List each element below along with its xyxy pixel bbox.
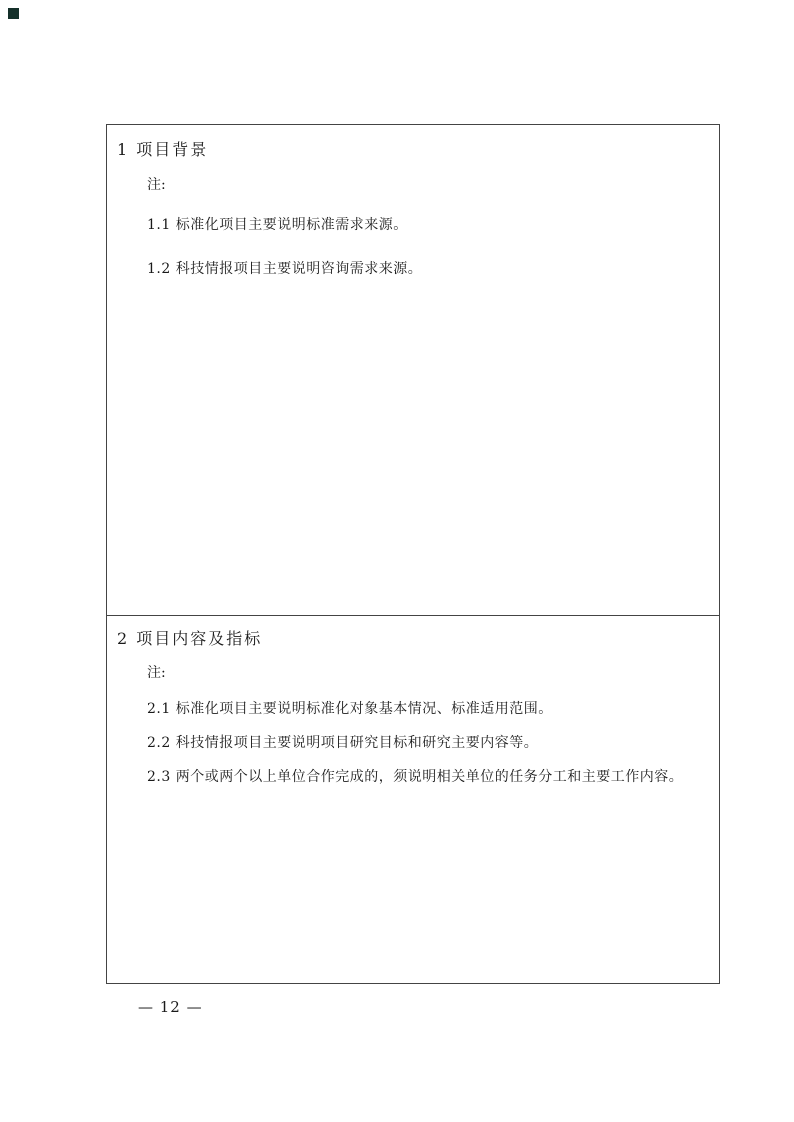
project-background-section xyxy=(107,125,719,616)
corner-registration-mark xyxy=(8,8,19,19)
section-2-note-label: 注: xyxy=(147,665,166,681)
section-2-note-item: 2.1 标准化项目主要说明标准化对象基本情况、标准适用范围。 xyxy=(147,701,553,717)
page-number: — 12 — xyxy=(138,998,203,1016)
application-form-table xyxy=(106,124,720,984)
section-1-title: 1 项目背景 xyxy=(117,140,209,159)
section-1-note-item: 1.2 科技情报项目主要说明咨询需求来源。 xyxy=(147,261,423,277)
section-2-note-item: 2.2 科技情报项目主要说明项目研究目标和研究主要内容等。 xyxy=(147,735,539,751)
section-2-note-item: 2.3 两个或两个以上单位合作完成的，须说明相关单位的任务分工和主要工作内容。 xyxy=(147,769,684,785)
section-1-note-label: 注: xyxy=(147,177,166,193)
project-content-section xyxy=(107,616,719,983)
section-1-note-item: 1.1 标准化项目主要说明标准需求来源。 xyxy=(147,217,408,233)
section-2-title: 2 项目内容及指标 xyxy=(117,629,263,648)
